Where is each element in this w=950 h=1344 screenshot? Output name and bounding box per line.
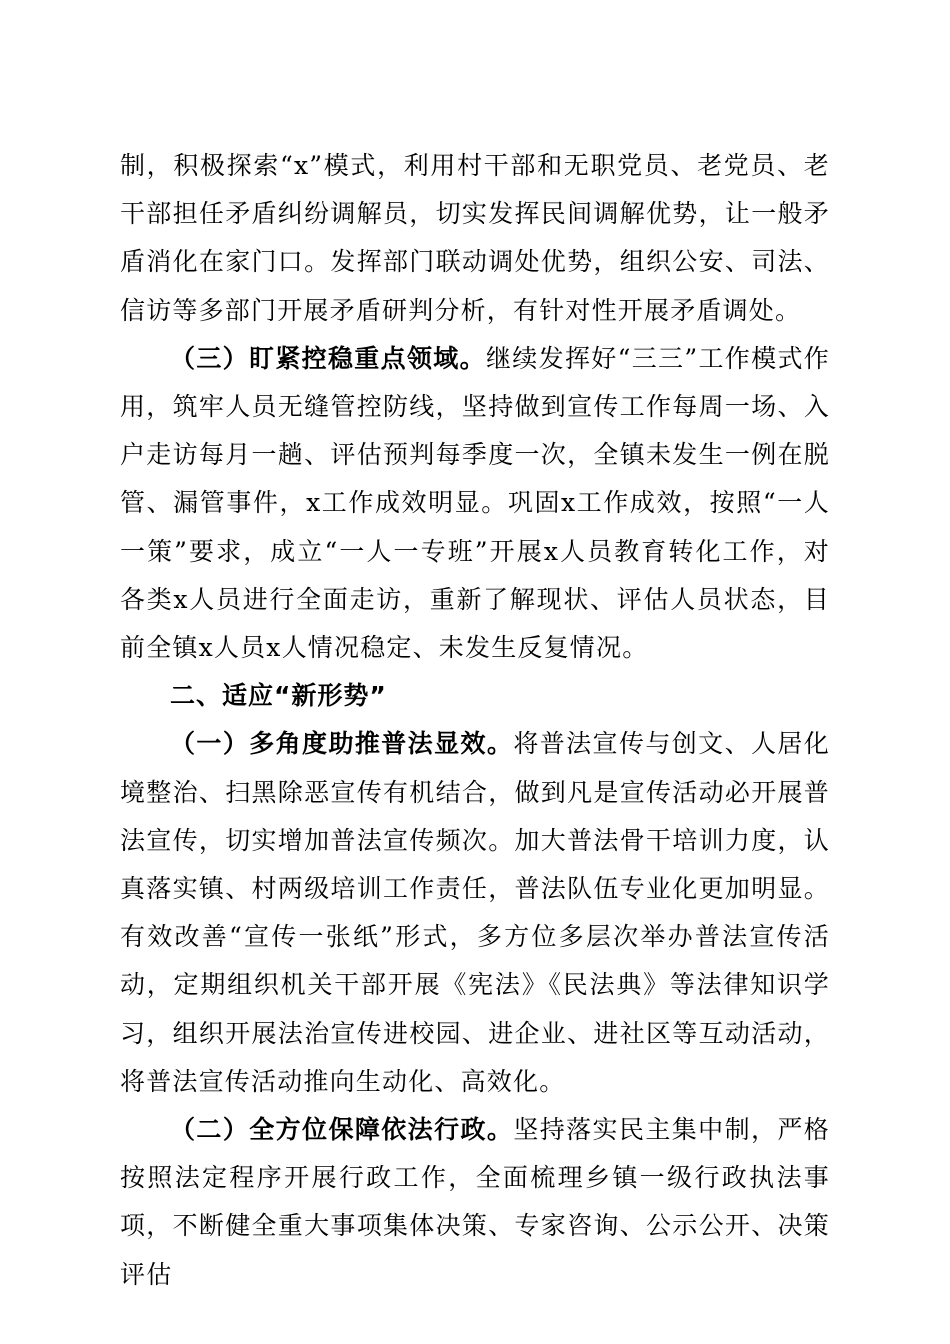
paragraph-body: 坚持落实民主集中制，严格按照法定程序开展行政工作，全面梳理乡镇一级行政执法事项，不断健全重大事项集体决策、专家咨询、公示公开、决策评估 (120, 1115, 830, 1289)
paragraph-body: 制，积极探索“x”模式，利用村干部和无职党员、老党员、老干部担任矛盾纠纷调解员，切实发挥民间调解优势，让一般矛盾消化在家门口。发挥部门联动调处优势，组织公安、司法、信访等多部门开展矛盾研判分析，有针对性开展矛盾调处。 (120, 151, 830, 325)
paragraph-continuation (120, 142, 830, 335)
paragraph-administration (120, 1106, 830, 1299)
section-heading: 二、适应“新形势” (170, 681, 387, 711)
paragraph-key-areas (120, 335, 830, 672)
paragraph-body: 将普法宣传与创文、人居化境整治、扫黑除恶宣传有机结合，做到凡是宣传活动必开展普法宣传，切实增加普法宣传频次。加大普法骨干培训力度，认真落实镇、村两级培训工作责任，普法队伍专业化更加明显。有效改善“宣传一张纸”形式，多方位多层次举办普法宣传活动，定期组织机关干部开展《宪法》《民法典》等法律知识学习，组织开展法治宣传进校园、进企业、进社区等互动活动，将普法宣传活动推向生动化、高效化。 (120, 729, 830, 1096)
paragraph-lead: （一）多角度助推普法显效。 (170, 729, 514, 759)
paragraph-lead: （三）盯紧控稳重点领域。 (170, 343, 486, 373)
paragraph-body: 继续发挥好“三三”工作模式作用，筑牢人员无缝管控防线，坚持做到宣传工作每周一场、入户走访每月一趟、评估预判每季度一次，全镇未发生一例在脱管、漏管事件，x工作成效明显。巩固x工作成效，按照“一人一策”要求，成立“一人一专班”开展x人员教育转化工作，对各类x人员进行全面走访，重新了解现状、评估人员状态，目前全镇x人员x人情况稳定、未发生反复情况。 (120, 343, 830, 663)
paragraph-lead: （二）全方位保障依法行政。 (170, 1115, 514, 1145)
document-page (120, 142, 830, 1299)
paragraph-legal-publicity (120, 720, 830, 1106)
